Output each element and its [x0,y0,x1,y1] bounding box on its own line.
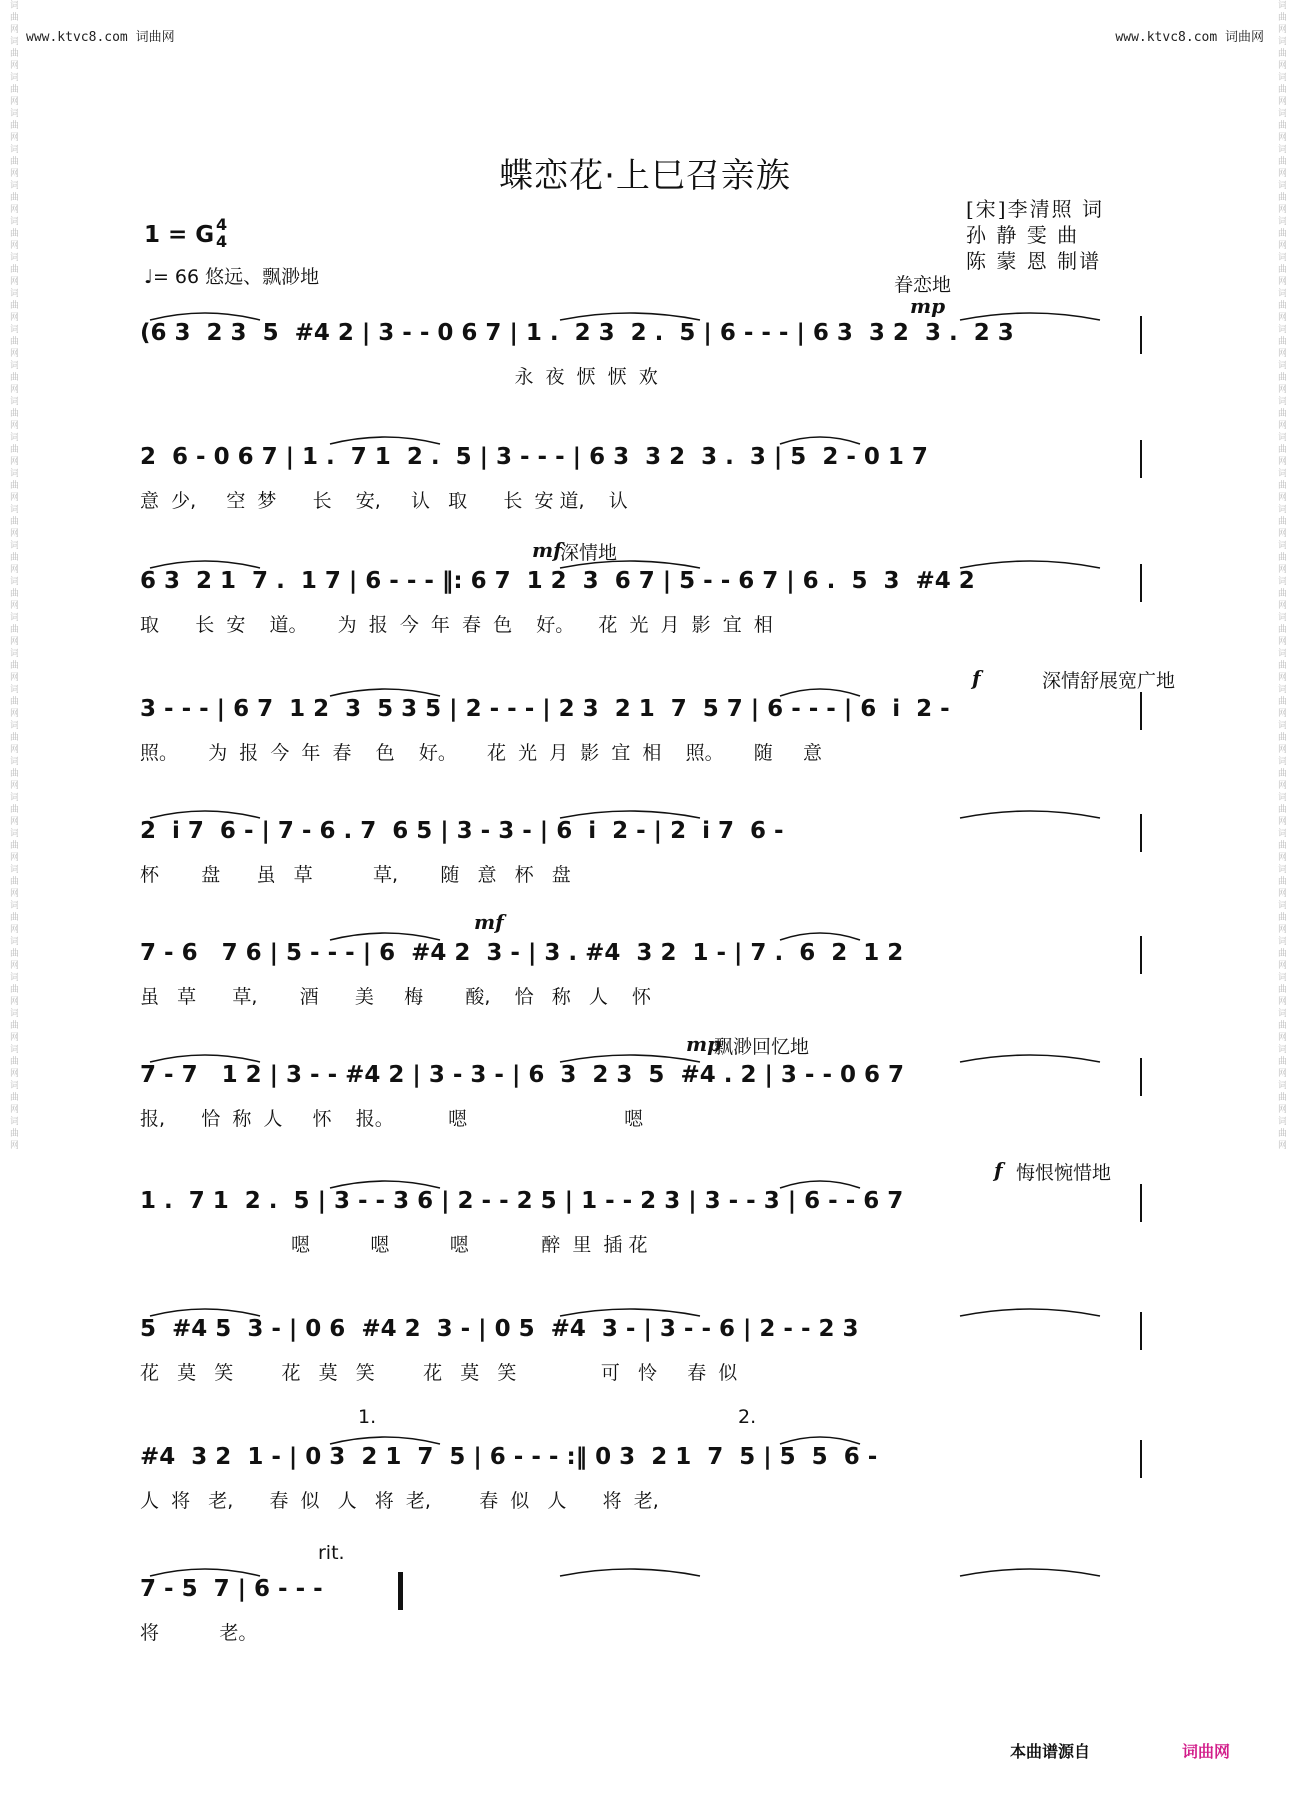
footer-source-label: 本曲谱源自 [1009,1742,1090,1761]
notation-line: 7 - 6 7 6 | 5 - - - | 6 #4 2 3 - | 3 . #4 3 2 1 - | 7 . 6 2 1 2 [140,940,904,966]
final-barline [398,1572,403,1610]
dynamic-marking: mp [910,294,946,318]
system-end-barline [1140,692,1142,730]
slur-arc [150,1569,260,1576]
lyrics-line: 花 莫 笑 花 莫 笑 花 莫 笑 可 怜 春 似 [140,1362,738,1384]
lyricist-credit: [宋]李清照 词 [966,197,1104,221]
footer-site-link[interactable]: 词曲网 [1181,1742,1230,1761]
notation-line: (6 3 2 3 5 #4 2 | 3 - - 0 6 7 | 1 . 2 3 2 . 5 | 6 - - - | 6 3 3 2 3 . 2 3 [140,320,1014,346]
lyrics-line: 杯 盘 虽 草 草, 随 意 杯 盘 [140,864,571,886]
slur-arc [560,313,700,320]
song-title: 蝶恋花·上巳召亲族 [499,156,791,196]
expression-marking: 飘渺回忆地 [714,1036,810,1058]
slur-arc [150,1055,260,1062]
expression-marking: 眷恋地 [894,274,952,296]
system-end-barline [1140,1440,1142,1478]
notation-line: #4 3 2 1 - | 0 3 2 1 7 5 | 6 - - - :‖ 0 3 2 1 7 5 | 5 5 6 - [140,1444,878,1470]
slur-arc [560,811,700,818]
lyrics-line: 意 少, 空 梦 长 安, 认 取 长 安 道, 认 [140,490,628,512]
system-end-barline [1140,440,1142,478]
time-signature [216,216,227,250]
expression-marking: 2. [738,1406,757,1428]
lyrics-line: 照。 为 报 今 年 春 色 好。 花 光 月 影 宜 相 照。 随 意 [140,742,822,764]
notation-line: 7 - 5 7 | 6 - - - [140,1576,323,1602]
expression-marking: rit. [318,1542,345,1564]
lyrics-line: 虽 草 草, 酒 美 梅 酸, 恰 称 人 怀 [140,986,651,1008]
notation-line: 3 - - - | 6 7 1 2 3 5 3 5 | 2 - - - | 2 3 2 1 7 5 7 | 6 - - - | 6 i 2 - [140,696,950,722]
slur-arc [560,1055,700,1062]
lyrics-line: 人 将 老, 春 似 人 将 老, 春 似 人 将 老, [140,1490,659,1512]
expression-marking: 深情地 [560,542,618,564]
slur-arc [330,1437,440,1444]
notation-line: 1 . 7 1 2 . 5 | 3 - - 3 6 | 2 - - 2 5 | 1 - - 2 3 | 3 - - 3 | 6 - - 6 7 [140,1188,904,1214]
dynamic-marking: f [994,1158,1003,1182]
system-end-barline [1140,564,1142,602]
slur-arc [780,689,860,696]
system-end-barline [1140,1184,1142,1222]
slur-arc [150,561,260,568]
arranger-credit: 陈 蒙 恩 制谱 [966,249,1102,273]
slur-arc [330,933,440,940]
notation-line: 2 i 7 6 - | 7 - 6 . 7 6 5 | 3 - 3 - | 6 i 2 - | 2 i 7 6 - [140,818,784,844]
system-end-barline [1140,1312,1142,1350]
notation-line: 2 6 - 0 6 7 | 1 . 7 1 2 . 5 | 3 - - - | 6 3 3 2 3 . 3 | 5 2 - 0 1 7 [140,444,928,470]
right-watermark-strip: 词曲网词曲网词曲网词曲网词曲网词曲网词曲网词曲网词曲网词曲网词曲网词曲网词曲网词曲网词曲网词曲网词曲网词曲网词曲网词曲网词曲网词曲网词曲网词曲网词曲网词曲网词曲网词曲网词曲网词曲网词曲网词曲网 [1276,0,1286,1152]
slur-arc [960,1569,1100,1576]
notation-line: 7 - 7 1 2 | 3 - - #4 2 | 3 - 3 - | 6 3 2 3 5 #4 . 2 | 3 - - 0 6 7 [140,1062,905,1088]
site-header-right[interactable]: www.ktvc8.com 词曲网 [1115,30,1264,45]
time-signature-bottom: 4 [216,232,228,251]
dynamic-marking: mp [686,1032,722,1056]
notation-line: 5 #4 5 3 - | 0 6 #4 2 3 - | 0 5 #4 3 - | 3 - - 6 | 2 - - 2 3 [140,1316,859,1342]
time-signature-top: 4 [216,215,228,234]
slur-arc [960,561,1100,568]
lyrics-line: 嗯 嗯 嗯 醉 里 插 花 [140,1234,648,1256]
slur-arc [780,437,860,444]
slur-arc [780,1181,860,1188]
slur-arc [780,933,860,940]
system-end-barline [1140,814,1142,852]
lyrics-line: 取 长 安 道。 为 报 今 年 春 色 好。 花 光 月 影 宜 相 [140,614,773,636]
site-header-left[interactable]: www.ktvc8.com 词曲网 [26,30,175,45]
slur-arc [960,1055,1100,1062]
expression-marking: 1. [358,1406,377,1428]
credits-block [966,196,1104,274]
slur-arc [330,437,440,444]
slur-arc [150,1309,260,1316]
lyrics-line: 报, 恰 称 人 怀 报。 嗯 嗯 [140,1108,644,1130]
slur-arc [150,313,260,320]
slur-arc [150,811,260,818]
lyrics-line: 永 夜 恹 恹 欢 [140,366,658,388]
slur-arc [960,1309,1100,1316]
system-end-barline [1140,1058,1142,1096]
dynamic-marking: mf [474,910,504,934]
left-watermark-strip: 词曲网词曲网词曲网词曲网词曲网词曲网词曲网词曲网词曲网词曲网词曲网词曲网词曲网词曲网词曲网词曲网词曲网词曲网词曲网词曲网词曲网词曲网词曲网词曲网词曲网词曲网词曲网词曲网词曲网词曲网词曲网词曲网 [8,0,18,1152]
tempo-marking: ♩= 66 悠远、飘渺地 [144,266,320,288]
notation-line: 6 3 2 1 7 . 1 7 | 6 - - - ‖: 6 7 1 2 3 6 7 | 5 - - 6 7 | 6 . 5 3 #4 2 [140,568,975,594]
system-end-barline [1140,316,1142,354]
system-end-barline [1140,936,1142,974]
key-signature: 1 = G [144,222,215,248]
lyrics-line: 将 老。 [140,1622,258,1644]
dynamic-marking: f [972,666,981,690]
slur-arc [330,1181,440,1188]
slur-arc [780,1437,860,1444]
composer-credit: 孙 静 雯 曲 [966,223,1080,247]
slur-arc [960,313,1100,320]
slur-arc [960,811,1100,818]
dynamic-marking: mf [532,538,562,562]
slur-arc [560,1569,700,1576]
slur-arc [560,1309,700,1316]
expression-marking: 悔恨惋惜地 [1016,1162,1112,1184]
slur-arc [330,689,440,696]
expression-marking: 深情舒展宽广地 [1042,670,1176,692]
